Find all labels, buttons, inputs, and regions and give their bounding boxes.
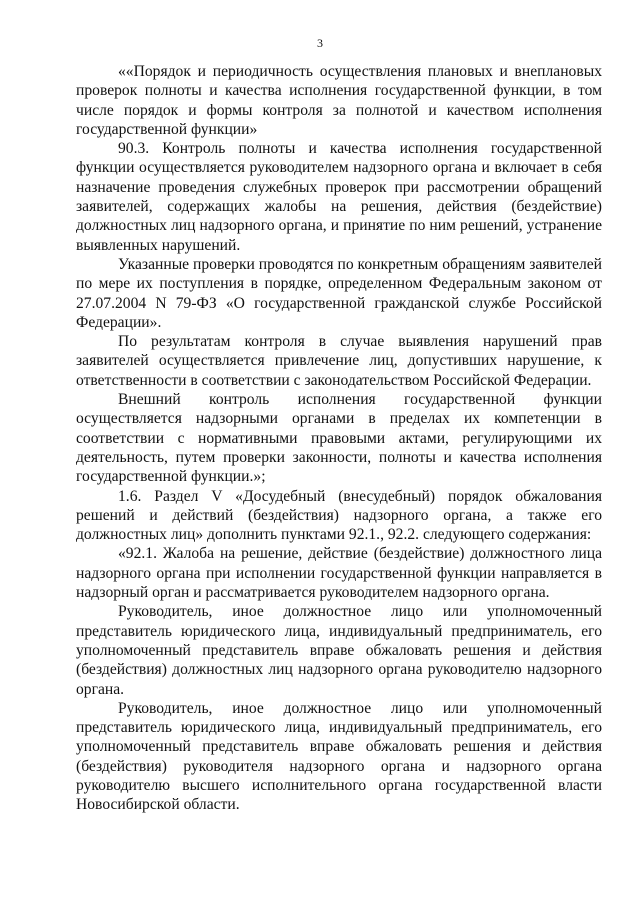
paragraph-control-procedure-heading: ««Порядок и периодичность осуществления плановых и внеплановых проверок полноты и качества исполнения государственной функции, в том числе порядок и формы контроля за полнотой и качеством исполнения государственной функции»	[76, 63, 602, 138]
page-number: 3	[317, 36, 323, 50]
paragraph-appeal-head: Руководитель, иное должностное лицо или уполномоченный представитель юридического лица, индивидуальный предприниматель, его уполномоченный представитель вправе обжаловать решения и действия (бездействия) руководителя надзорного органа и надзорного органа руководителю высшего исполнительного органа государственной власти Новосибирской области.	[76, 699, 602, 814]
paragraph-appeal-officials: Руководитель, иное должностное лицо или уполномоченный представитель юридического лица, индивидуальный предприниматель, его уполномоченный представитель вправе обжаловать решения и действия (бездействия) должностных лиц надзорного органа руководителю надзорного органа.	[76, 603, 602, 698]
paragraph-inspections: Указанные проверки проводятся по конкретным обращениям заявителей по мере их поступления в порядке, определенном Федеральным законом от 27.07.2004 N 79-ФЗ «О государственной гражданской службе Российской Федерации».	[76, 255, 602, 331]
paragraph-1-6: 1.6. Раздел V «Досудебный (внесудебный) порядок обжалования решений и действий (бездействия) надзорного органа, а также его должностных лиц» дополнить пунктами 92.1., 92.2. следующего содержания:	[76, 487, 602, 544]
document-body	[76, 62, 602, 815]
paragraph-90-3: 90.3. Контроль полноты и качества исполнения государственной функции осуществляется руководителем надзорного органа и включает в себя назначение проведения служебных проверок при рассмотрении обращений заявителей, содержащих жалобы на решения, действия (бездействие) должностных лиц надзорного органа, и принятие по ним решений, устранение выявленных нарушений.	[76, 140, 602, 254]
paragraph-control-results: По результатам контроля в случае выявления нарушений прав заявителей осуществляется привлечение лиц, допустивших нарушение, к ответственности в соответствии с законодательством Российской Федерации.	[76, 333, 602, 389]
paragraph-external-control: Внешний контроль исполнения государственной функции осуществляется надзорными органами в пределах их компетенции в соответствии с нормативными правовыми актами, регулирующими их деятельность, путем проверки законности, полноты и качества исполнения государственной функции.»;	[76, 391, 602, 486]
paragraph-92-1: «92.1. Жалоба на решение, действие (бездействие) должностного лица надзорного органа при исполнении государственной функции направляется в надзорный орган и рассматривается руководителем надзорного органа.	[76, 545, 602, 602]
